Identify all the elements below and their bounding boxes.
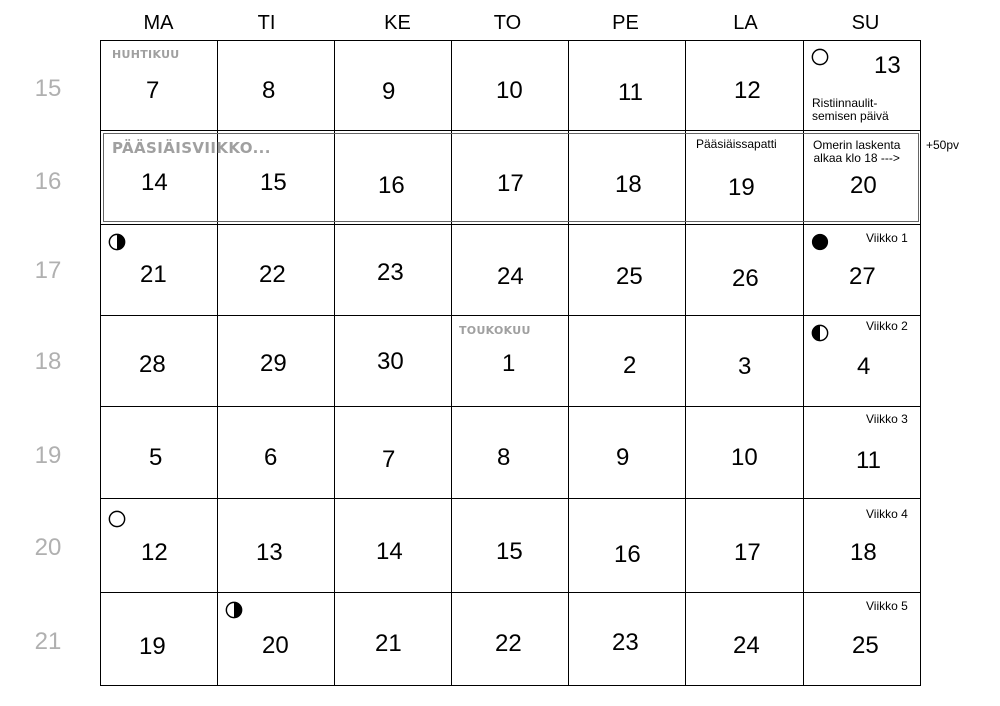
day-number[interactable]: 9 bbox=[382, 78, 396, 105]
week-number: 20 bbox=[34, 534, 62, 561]
weekday-header-la: LA bbox=[733, 12, 758, 34]
day-number[interactable]: 12 bbox=[141, 539, 168, 566]
note-line: semisen päivä bbox=[812, 109, 889, 123]
paasiaissapatti-note: Pääsiäissapatti bbox=[696, 137, 777, 151]
day-number[interactable]: 30 bbox=[377, 348, 404, 375]
week-number: 18 bbox=[34, 348, 62, 375]
weekday-header-to: TO bbox=[493, 12, 522, 34]
day-number[interactable]: 19 bbox=[728, 174, 755, 201]
day-number[interactable]: 14 bbox=[376, 538, 403, 565]
full-moon-icon bbox=[811, 48, 829, 66]
note-line: Omerin laskenta bbox=[813, 138, 901, 152]
day-number[interactable]: 16 bbox=[614, 541, 641, 568]
day-number[interactable]: 22 bbox=[495, 630, 522, 657]
day-number[interactable]: 27 bbox=[849, 263, 876, 290]
day-number[interactable]: 24 bbox=[497, 263, 524, 290]
day-number[interactable]: 20 bbox=[850, 172, 877, 199]
easter-week-label: PÄÄSIÄISVIIKKO... bbox=[112, 139, 271, 157]
weekday-header-pe: PE bbox=[612, 12, 639, 34]
weekday-header-ma: MA bbox=[143, 12, 174, 34]
day-number[interactable]: 1 bbox=[502, 350, 516, 377]
day-number[interactable]: 17 bbox=[497, 170, 524, 197]
day-number[interactable]: 3 bbox=[738, 353, 752, 380]
weekday-header-ti: TI bbox=[257, 12, 276, 34]
viikko-label: Viikko 1 bbox=[866, 231, 908, 245]
last-quarter-moon-icon bbox=[225, 601, 243, 619]
viikko-label: Viikko 5 bbox=[866, 599, 908, 613]
day-number[interactable]: 11 bbox=[618, 79, 643, 106]
day-number[interactable]: 8 bbox=[262, 77, 276, 104]
day-number[interactable]: 14 bbox=[141, 169, 168, 196]
first-quarter-moon-icon bbox=[811, 324, 829, 342]
omer-note bbox=[813, 139, 900, 165]
day-number[interactable]: 24 bbox=[733, 632, 760, 659]
day-number[interactable]: 16 bbox=[378, 172, 405, 199]
last-quarter-moon-icon bbox=[108, 233, 126, 251]
note-line: alkaa klo 18 ---> bbox=[813, 151, 900, 165]
day-number[interactable]: 25 bbox=[852, 632, 879, 659]
day-number[interactable]: 19 bbox=[139, 633, 166, 660]
day-number[interactable]: 4 bbox=[857, 353, 871, 380]
week-number: 16 bbox=[34, 168, 62, 195]
day-number[interactable]: 11 bbox=[856, 447, 881, 474]
week-number: 21 bbox=[34, 628, 62, 655]
day-number[interactable]: 15 bbox=[260, 169, 287, 196]
day-number[interactable]: 20 bbox=[262, 632, 289, 659]
day-number[interactable]: 13 bbox=[874, 52, 901, 79]
full-moon-icon bbox=[108, 510, 126, 528]
day-number[interactable]: 2 bbox=[623, 352, 637, 379]
day-number[interactable]: 26 bbox=[732, 265, 759, 292]
day-number[interactable]: 28 bbox=[139, 351, 166, 378]
day-number[interactable]: 10 bbox=[496, 77, 523, 104]
new-moon-icon bbox=[811, 233, 829, 251]
day-number[interactable]: 25 bbox=[616, 263, 643, 290]
viikko-label: Viikko 2 bbox=[866, 319, 908, 333]
day-number[interactable]: 23 bbox=[377, 259, 404, 286]
month-label-april: HUHTIKUU bbox=[112, 48, 180, 61]
day-number[interactable]: 9 bbox=[616, 444, 630, 471]
day-number[interactable]: 21 bbox=[375, 630, 402, 657]
day-number[interactable]: 5 bbox=[149, 444, 163, 471]
ristiinnaulitseminen-note bbox=[812, 97, 889, 123]
day-number[interactable]: 18 bbox=[615, 171, 642, 198]
day-number[interactable]: 29 bbox=[260, 350, 287, 377]
weekday-header-su: SU bbox=[851, 12, 880, 34]
viikko-label: Viikko 3 bbox=[866, 412, 908, 426]
day-number[interactable]: 22 bbox=[259, 261, 286, 288]
week-number: 15 bbox=[34, 75, 62, 102]
day-number[interactable]: 10 bbox=[731, 444, 758, 471]
day-number[interactable]: 23 bbox=[612, 629, 639, 656]
week-number: 19 bbox=[34, 442, 62, 469]
month-label-may: TOUKOKUU bbox=[459, 324, 531, 337]
day-number[interactable]: 18 bbox=[850, 539, 877, 566]
note-line: Ristiinnaulit- bbox=[812, 96, 878, 110]
plus50-note: +50pv bbox=[926, 138, 960, 152]
day-number[interactable]: 13 bbox=[256, 539, 283, 566]
week-number: 17 bbox=[34, 257, 62, 284]
day-number[interactable]: 7 bbox=[146, 77, 160, 104]
day-number[interactable]: 7 bbox=[382, 446, 396, 473]
day-number[interactable]: 21 bbox=[140, 261, 167, 288]
day-number[interactable]: 8 bbox=[497, 444, 511, 471]
day-number[interactable]: 17 bbox=[734, 539, 761, 566]
day-number[interactable]: 15 bbox=[496, 538, 523, 565]
viikko-label: Viikko 4 bbox=[866, 507, 908, 521]
day-number[interactable]: 6 bbox=[264, 444, 278, 471]
day-number[interactable]: 12 bbox=[734, 77, 761, 104]
weekday-header-ke: KE bbox=[384, 12, 411, 34]
